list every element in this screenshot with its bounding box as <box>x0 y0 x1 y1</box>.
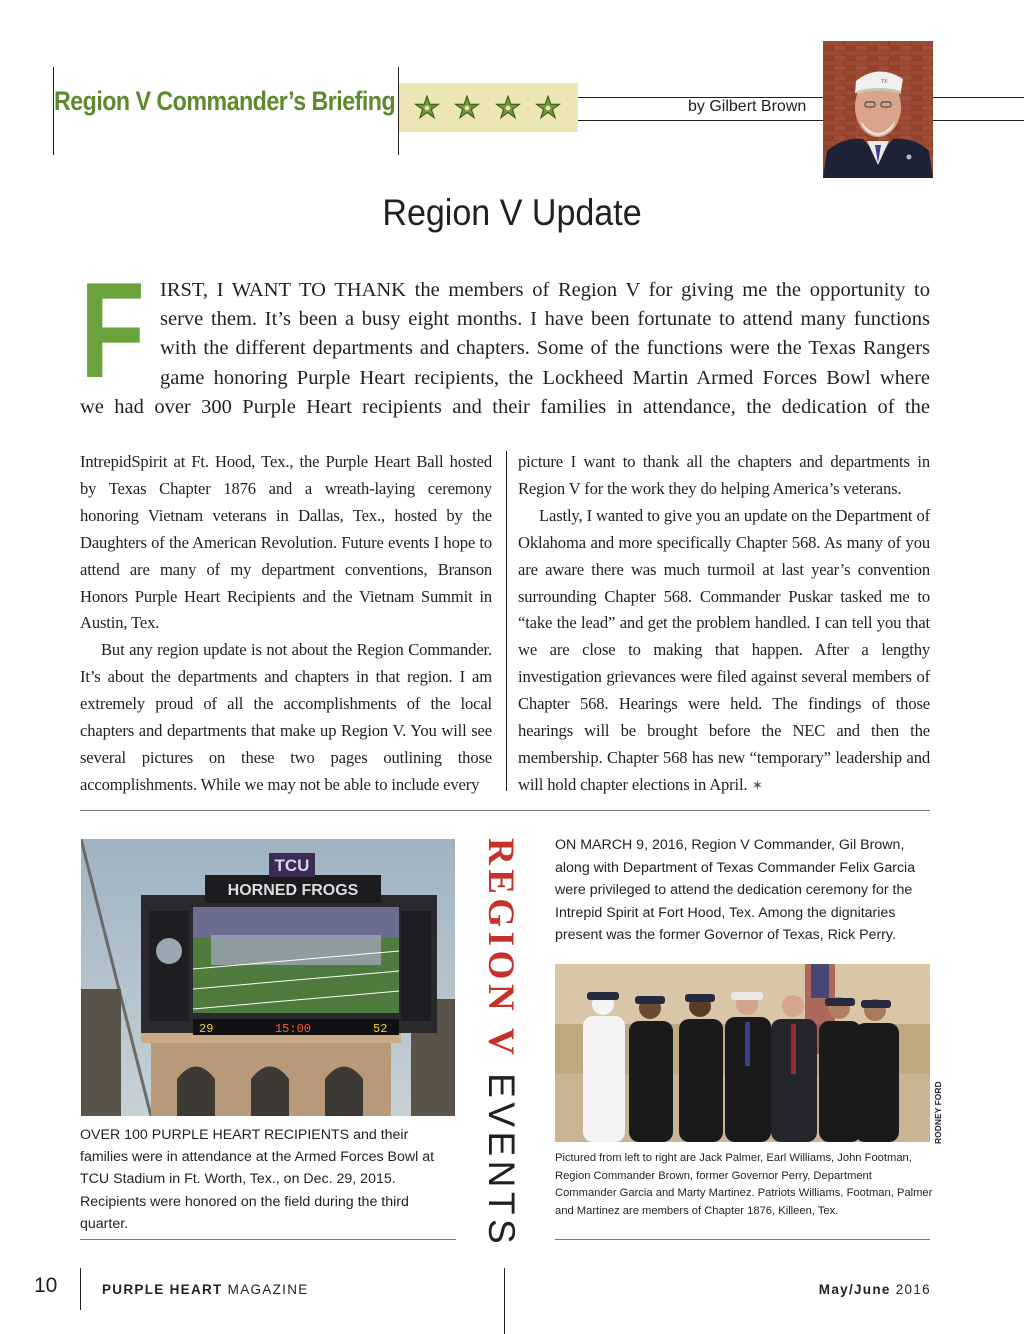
star-icon <box>495 95 521 121</box>
events-title-text <box>480 838 521 1248</box>
scoreboard-away: 52 <box>373 1022 388 1036</box>
lead-line: with the different departments and chapters. Some of the functions were the Texas Rangers <box>160 337 930 359</box>
magazine-name-rest: MAGAZINE <box>222 1282 309 1297</box>
scoreboard-title: HORNED FROGS <box>227 882 359 899</box>
group-photo <box>555 964 930 1142</box>
stadium-photo-image <box>81 839 455 1116</box>
star-icon <box>535 95 561 121</box>
photo-credit-text: RODNEY FORD <box>933 1081 943 1144</box>
group-photo-caption-text: Pictured from left to right are Jack Palmer, Earl Williams, John Footman, Region Commander Brown, former Governor Perry, Department Commander Garcia and Marty Martinez. Patriots Williams, Footman, Palmer and Martinez are members of Chapter 1876, Killeen, Tex. <box>555 1152 933 1217</box>
photo-credit <box>933 1081 945 1144</box>
column-divider <box>506 451 507 791</box>
body-paragraph <box>518 503 930 801</box>
section-divider <box>80 810 930 811</box>
scoreboard-brand: TCU <box>274 856 310 875</box>
magazine-name-bold: PURPLE HEART <box>102 1282 223 1297</box>
lead-line: serve them. It’s been a busy eight months. I have been fortunate to attend many functions <box>160 308 930 330</box>
stadium-caption-lead: OVER 100 PURPLE HEART RECIPIENTS <box>80 1127 350 1143</box>
group-photo-image <box>555 964 930 1142</box>
issue-date <box>819 1282 931 1297</box>
author-portrait <box>823 41 933 178</box>
star-icon <box>454 95 480 121</box>
dedication-intro <box>555 834 933 947</box>
lead-line: game honoring Purple Heart recipients, the Lockheed Martin Armed Forces Bowl where <box>160 367 930 389</box>
stadium-caption <box>80 1124 456 1235</box>
body-paragraph: But any region update is not about the Region Commander. It’s about the departments and chapters in that region. I am extremely proud of all the accomplishments of the local chapters and departments that make up Region V. You will see several pictures on these two pages outlining those accomplishments. While we may not be able to include every <box>80 640 492 794</box>
byline: by Gilbert Brown <box>688 98 807 115</box>
star-icon <box>414 95 440 121</box>
page-number: 10 <box>34 1274 58 1297</box>
stadium-caption-text: and their families were in attendance at the Armed Forces Bowl at TCU Stadium in Ft. Worth, Tex., on Dec. 29, 2015. Recipients were honored on the field during the third quarter. <box>80 1127 435 1232</box>
events-divider-left <box>80 1239 456 1240</box>
footer-rule-mid <box>504 1268 505 1334</box>
headline: Region V Update <box>382 192 642 233</box>
header-rule-bottom <box>578 120 1024 121</box>
events-title-red: REGION V <box>480 838 521 1060</box>
star-band <box>399 83 578 132</box>
end-mark-icon: ✶ <box>751 778 764 794</box>
group-photo-caption <box>555 1150 933 1220</box>
author-portrait-image <box>823 41 933 178</box>
dedication-intro-text: Region V Commander, Gil Brown, along with Department of Texas Commander Felix Garcia were privileged to attend the dedication ceremony for the Intrepid Spirit at Fort Hood, Tex. Among the dignitaries present was the former Governor of Texas, Rick Perry. <box>555 837 916 944</box>
svg-text:TX: TX <box>881 79 888 85</box>
body-column-left <box>80 449 492 799</box>
footer-rule-left <box>80 1268 81 1310</box>
section-title: Region V Commander’s Briefing <box>54 86 396 116</box>
body-paragraph: IntrepidSpirit at Ft. Hood, Tex., the Purple Heart Ball hosted by Texas Chapter 1876 and a wreath-laying ceremony honoring Vietnam veterans in Dallas, Tex., hosted by the Daughters of the American Revolution. Future events I hope to attend are many of my department conventions, Branson Honors Purple Heart Recipients and the Vietnam Summit in Austin, Tex. <box>80 452 492 633</box>
scoreboard-clock: 15:00 <box>274 1022 312 1036</box>
events-title-black: EVENTS <box>481 1073 522 1249</box>
issue-date-rest: 2016 <box>890 1282 931 1297</box>
lead-line: we had over 300 Purple Heart recipients and their families in attendance, the dedication of the <box>80 396 930 418</box>
events-divider-right <box>555 1239 930 1240</box>
body-paragraph-text: Lastly, I wanted to give you an update on the Department of Oklahoma and more specifically Chapter 568. As many of you are aware there was much turmoil at last year’s convention surrounding Chapter 568. Commander Puskar tasked me to “take the lead” and get the problem handled. I can tell you that we are close to making that happen. After a lengthy investigation grievances were filed against several members of Chapter 568. Hearings were held. The findings of those hearings will be brought before the NEC and then the membership. Chapter 568 has new “temporary” leadership and will hold chapter elections in April. <box>518 505 930 794</box>
stadium-photo <box>81 839 455 1116</box>
dedication-intro-lead: ON MARCH 9, 2016, <box>555 837 688 853</box>
drop-cap: F <box>80 254 145 406</box>
events-title <box>480 838 522 1249</box>
magazine-name <box>102 1282 309 1297</box>
issue-date-bold: May/June <box>818 1282 891 1297</box>
body-paragraph: picture I want to thank all the chapters and departments in Region V for the work they do helping America’s veterans. <box>518 452 930 498</box>
body-column-right <box>518 449 930 801</box>
lead-line: IRST, I WANT TO THANK the members of Region V for giving me the opportunity to <box>160 279 930 301</box>
scoreboard-home: 29 <box>199 1022 214 1036</box>
